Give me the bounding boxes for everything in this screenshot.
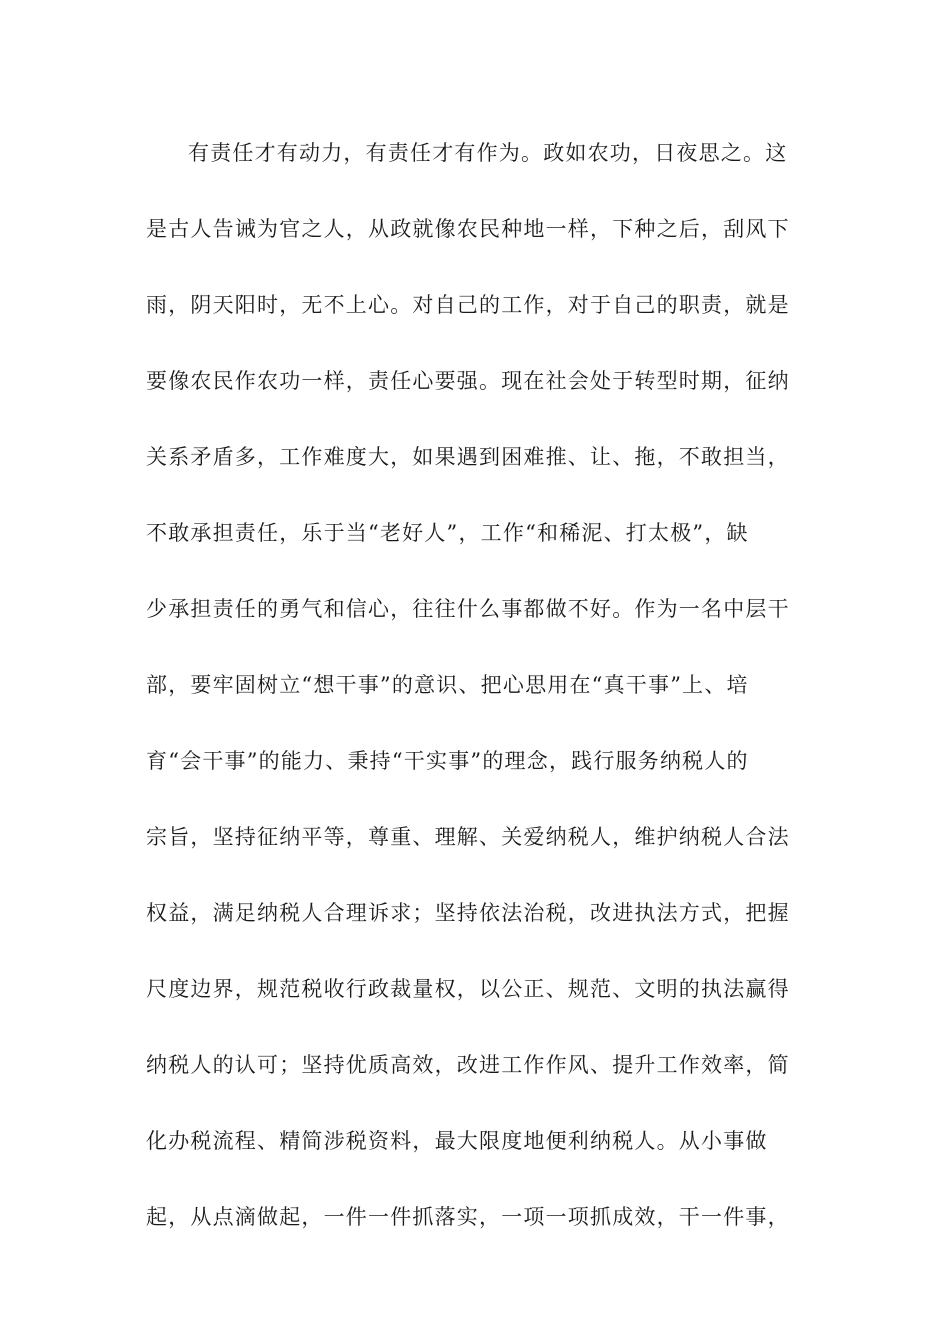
paragraph-line: 雨，阴天阳时，无不上心。对自己的工作，对于自己的职责，就是 xyxy=(146,293,790,317)
paragraph-line: 宗旨，坚持征纳平等，尊重、理解、关爱纳税人，维护纳税人合法 xyxy=(146,825,790,849)
paragraph-line: 部，要牢固树立“想干事”的意识、把心思用在“真干事”上、培 xyxy=(146,673,749,697)
paragraph-line: 是古人告诫为官之人，从政就像农民种地一样，下种之后，刮风下 xyxy=(146,217,790,241)
paragraph-line: 纳税人的认可；坚持优质高效，改进工作作风、提升工作效率，简 xyxy=(146,1053,790,1077)
paragraph-line: 起，从点滴做起，一件一件抓落实，一项一项抓成效，干一件事， xyxy=(146,1205,790,1229)
paragraph-line: 育“会干事”的能力、秉持“干实事”的理念，践行服务纳税人的 xyxy=(146,749,749,773)
body-paragraph xyxy=(146,131,796,1271)
paragraph-line: 化办税流程、精简涉税资料，最大限度地便利纳税人。从小事做 xyxy=(146,1129,768,1153)
paragraph-line: 关系矛盾多，工作难度大，如果遇到困难推、让、拖，不敢担当， xyxy=(146,445,790,469)
paragraph-line: 尺度边界，规范税收行政裁量权，以公正、规范、文明的执法赢得 xyxy=(146,977,790,1001)
paragraph-line: 不敢承担责任，乐于当“老好人”，工作“和稀泥、打太极”，缺 xyxy=(146,521,749,545)
paragraph-line: 少承担责任的勇气和信心，往往什么事都做不好。作为一名中层干 xyxy=(146,597,790,621)
paragraph-line: 有责任才有动力，有责任才有作为。政如农功，日夜思之。这 xyxy=(188,141,788,165)
paragraph-line: 权益，满足纳税人合理诉求；坚持依法治税，改进执法方式，把握 xyxy=(146,901,790,925)
paragraph-line: 要像农民作农功一样，责任心要强。现在社会处于转型时期，征纳 xyxy=(146,369,790,393)
